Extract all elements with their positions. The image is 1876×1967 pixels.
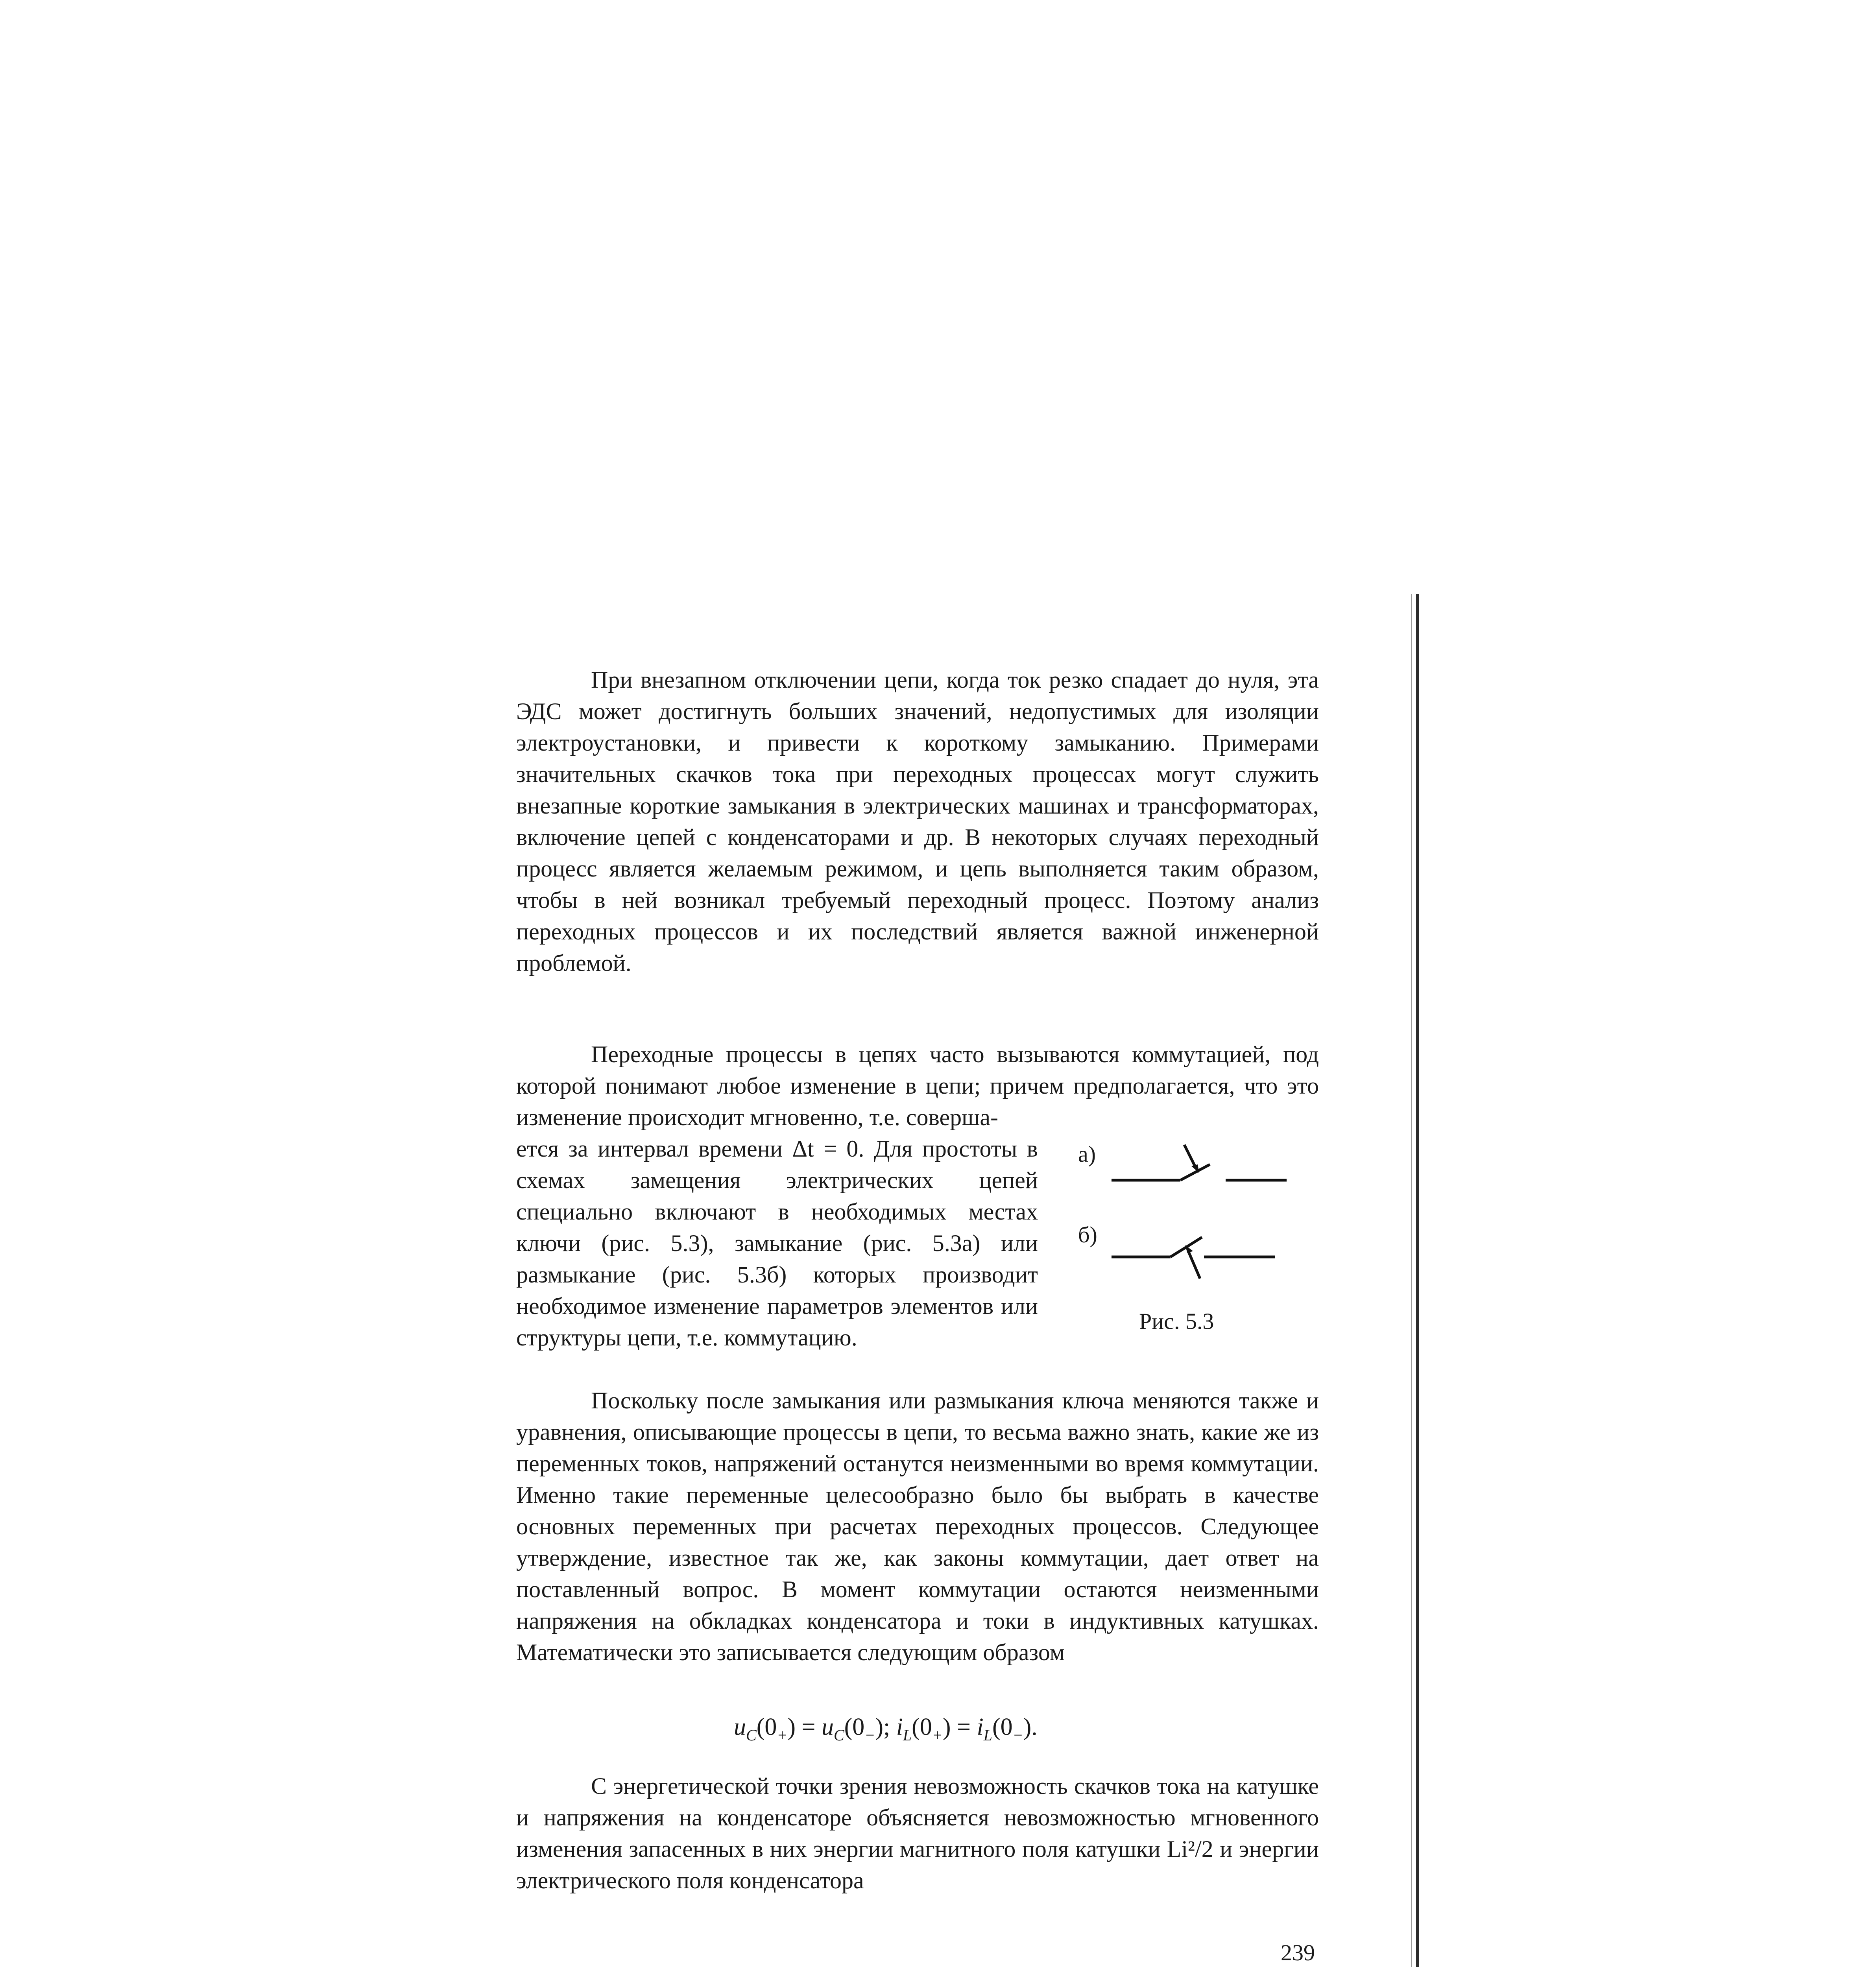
formula-eq: = [951,1714,977,1740]
figure-caption: Рис. 5.3 [1139,1308,1214,1334]
formula-separator: ); [875,1714,896,1740]
formula-paren: ) [942,1714,951,1740]
formula-sub-c: C [833,1726,844,1744]
paragraph-4-text: С энергетической точки зрения невозможность скачков тока на катушке и напряжения на конденсаторе объясняется невозможностью мгновенного изменения запасенных в них энергии магнитного поля катушки Li²/2 и энергии электрического поля конденсатора [516,1773,1319,1893]
paragraph-2-wrap-text: ется за интервал времени Δt = 0. Для простоты в схемах замещения электрических цепей специально включают в необходимых местах ключи (рис. 5.3), замыкание (рис. 5.3а) или размыкание (рис. 5.3б) которых производит необходимое изменение параметров элементов или структуры цепи, т.е. коммутацию. [516,1136,1038,1351]
formula-sub-plus: + [932,1726,943,1744]
paragraph-2-wrap [516,1133,1038,1353]
formula-sub-c: C [746,1726,757,1744]
page-edge-line [1416,594,1419,1967]
figure-label-a: а) [1078,1141,1096,1167]
formula-sub-l: L [983,1726,992,1744]
page-edge-shadow [1411,594,1412,1967]
paragraph-2-lead [516,1039,1319,1133]
formula-end: ). [1023,1714,1038,1740]
formula-paren: ) [787,1714,796,1740]
formula-sub-l: L [903,1726,912,1744]
formula-sub-plus: + [777,1726,788,1744]
formula-eq: = [796,1714,822,1740]
formula-sub-minus: − [864,1726,875,1744]
paragraph-4 [516,1770,1319,1896]
paragraph-3-text: Поскольку после замыкания или размыкания ключа меняются также и уравнения, описывающие процессы в цепи, то весьма важно знать, какие же из переменных токов, напряжений останутся неизменными во время коммутации. Именно такие переменные целесообразно было бы выбрать в качестве основных переменных при расчетах переходных процессов. Следующее утверждение, известное так же, как законы коммутации, дает ответ на поставленный вопрос. В момент коммутации остаются неизменными напряжения на обкладках конденсатора и токи в индуктивных катушках. Математически это записывается следующим образом [516,1388,1319,1665]
formula-u: u [734,1714,746,1740]
closing-switch-icon [1112,1145,1287,1180]
figure-label-b: б) [1078,1222,1097,1247]
formula-u: u [821,1714,834,1740]
opening-switch-icon [1112,1237,1275,1279]
formula-arg: (0 [844,1714,865,1740]
paragraph-2-lead-text: Переходные процессы в цепях часто вызываются коммутацией, под которой понимают любое изменение в цепи; причем предполагается, что это изменение происходит мгновенно, т.е. соверша- [516,1041,1319,1130]
formula-i: i [896,1714,903,1740]
formula-arg: (0 [756,1714,777,1740]
page-number: 239 [1281,1940,1315,1965]
paragraph-1-text: При внезапном отключении цепи, когда ток резко спадает до нуля, эта ЭДС может достигнуть больших значений, недопустимых для изоляции электроустановки, и привести к короткому замыканию. Примерами значительных скачков тока при переходных процессах могут служить внезапные короткие замыкания в электрических машинах и трансформаторах, включение цепей с конденсаторами и др. В некоторых случаях переходный процесс является желаемым режимом, и цепь выполняется таким образом, чтобы в ней возникал требуемый переходный процесс. Поэтому анализ переходных процессов и их последствий является важной инженерной проблемой. [516,667,1319,976]
formula-arg: (0 [992,1714,1013,1740]
formula-i: i [977,1714,984,1740]
formula-arg: (0 [912,1714,932,1740]
formula-sub-minus: − [1012,1726,1023,1744]
switch-diagrams [1070,1137,1314,1302]
paragraph-3 [516,1385,1319,1668]
paragraph-1 [516,664,1319,979]
commutation-law-formula [734,1711,1038,1751]
